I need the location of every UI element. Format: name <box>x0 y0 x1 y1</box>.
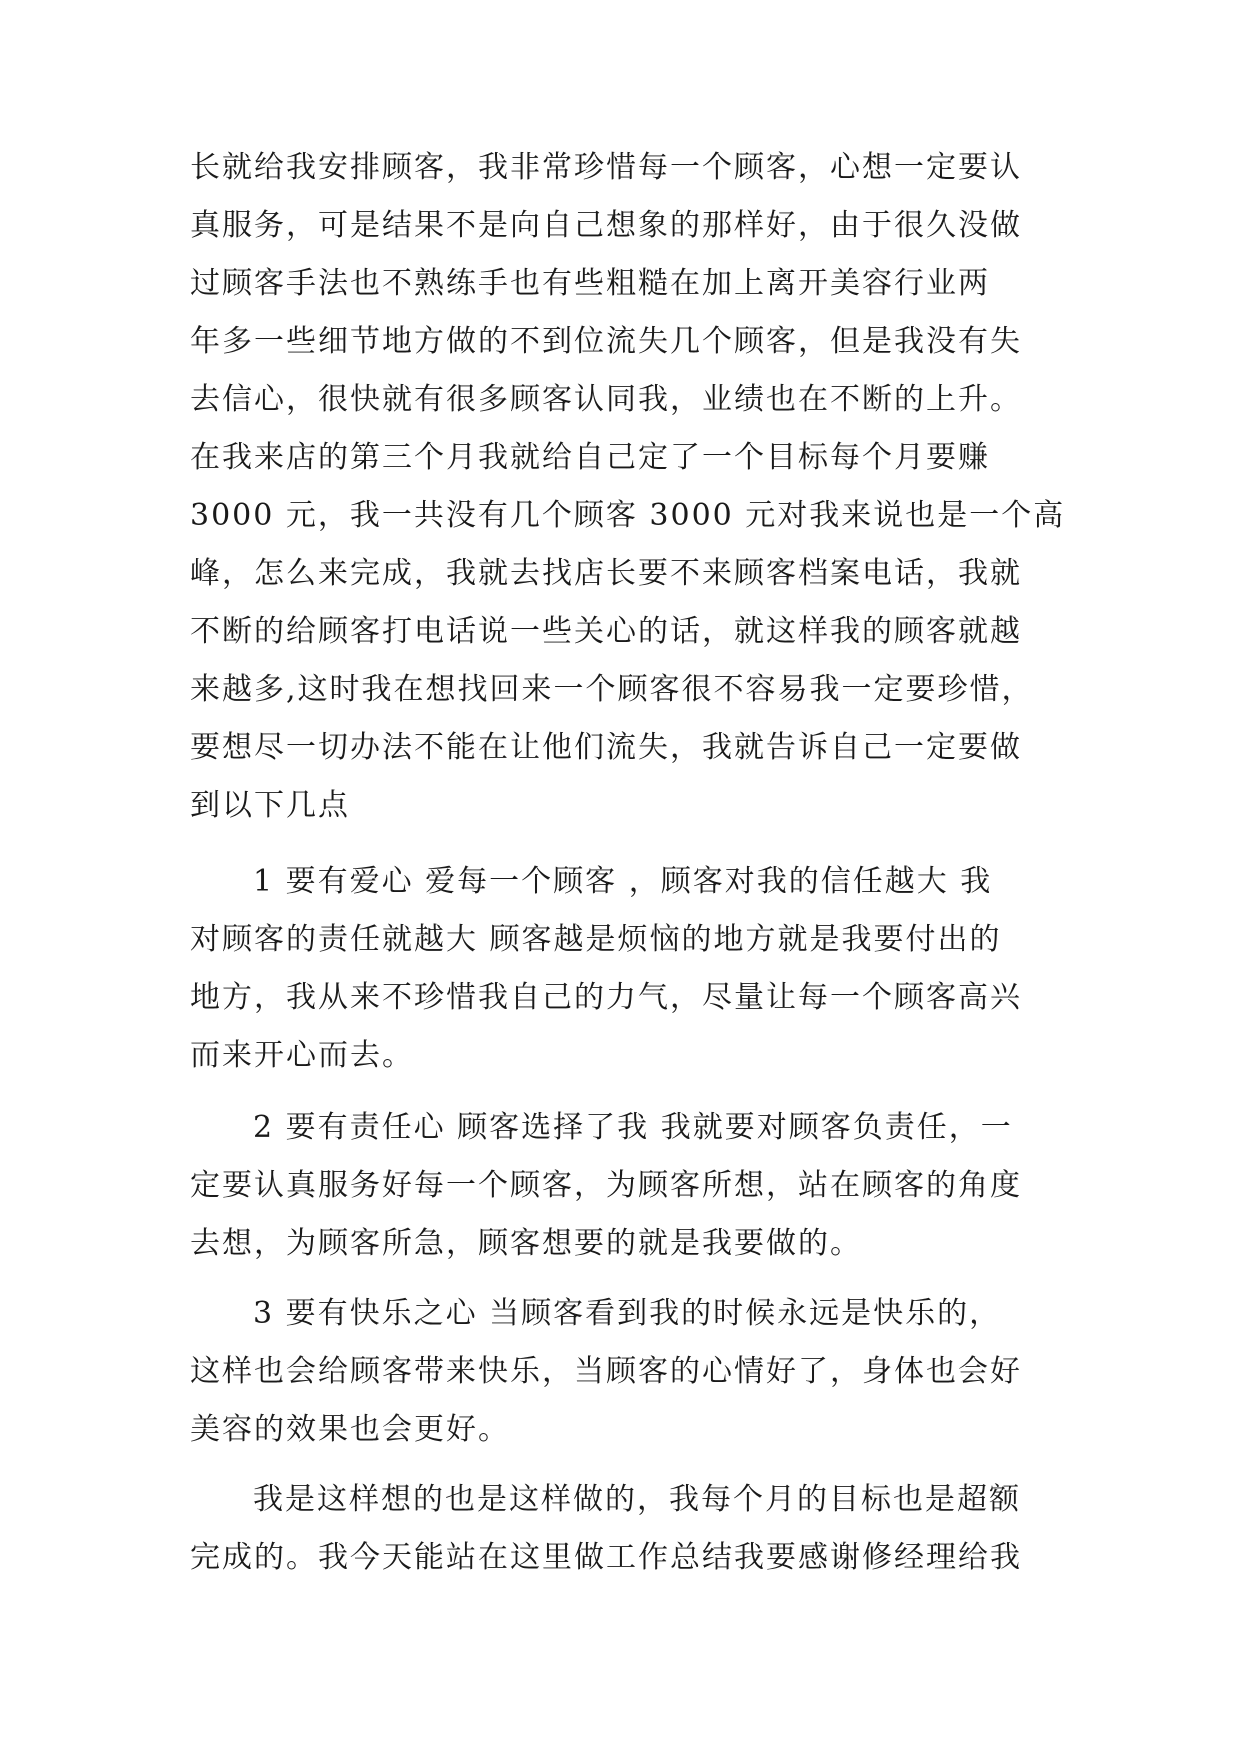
text-line: 美容的效果也会更好。 <box>190 1412 510 1447</box>
list-item-line: 1 要有爱心 爱每一个顾客 ，顾客对我的信任越大 我 <box>253 864 993 899</box>
text-line: 来越多,这时我在想找回来一个顾客很不容易我一定要珍惜， <box>190 672 1034 707</box>
text-line: 要想尽一切办法不能在让他们流失，我就告诉自己一定要做 <box>190 730 1022 765</box>
text-line: 这样也会给顾客带来快乐，当顾客的心情好了，身体也会好 <box>190 1354 1022 1389</box>
text-line: 定要认真服务好每一个顾客，为顾客所想，站在顾客的角度 <box>190 1168 1022 1203</box>
text-line: 完成的。我今天能站在这里做工作总结我要感谢修经理给我 <box>190 1540 1022 1575</box>
text-line: 对顾客的责任就越大 顾客越是烦恼的地方就是我要付出的 <box>190 922 1002 957</box>
text-line: 真服务，可是结果不是向自己想象的那样好，由于很久没做 <box>190 208 1022 243</box>
list-item-line: 2 要有责任心 顾客选择了我 我就要对顾客负责任，一 <box>253 1110 1013 1145</box>
text-line: 而来开心而去。 <box>190 1038 414 1073</box>
text-line: 不断的给顾客打电话说一些关心的话，就这样我的顾客就越 <box>190 614 1022 649</box>
text-line: 3000 元，我一共没有几个顾客 3000 元对我来说也是一个高 <box>190 498 1066 533</box>
text-line: 地方，我从来不珍惜我自己的力气，尽量让每一个顾客高兴 <box>190 980 1022 1015</box>
text-line: 去信心，很快就有很多顾客认同我，业绩也在不断的上升。 <box>190 382 1022 417</box>
text-line: 过顾客手法也不熟练手也有些粗糙在加上离开美容行业两 <box>190 266 990 301</box>
text-line: 峰，怎么来完成，我就去找店长要不来顾客档案电话，我就 <box>190 556 1022 591</box>
list-item-line: 3 要有快乐之心 当顾客看到我的时候永远是快乐的， <box>253 1296 1002 1331</box>
text-line: 到以下几点 <box>190 788 350 823</box>
text-line: 长就给我安排顾客，我非常珍惜每一个顾客，心想一定要认 <box>190 150 1022 185</box>
text-line: 年多一些细节地方做的不到位流失几个顾客，但是我没有失 <box>190 324 1022 359</box>
paragraph-first-line: 我是这样想的也是这样做的，我每个月的目标也是超额 <box>253 1482 1021 1517</box>
text-line: 去想，为顾客所急，顾客想要的就是我要做的。 <box>190 1226 862 1261</box>
text-line: 在我来店的第三个月我就给自己定了一个目标每个月要赚 <box>190 440 990 475</box>
